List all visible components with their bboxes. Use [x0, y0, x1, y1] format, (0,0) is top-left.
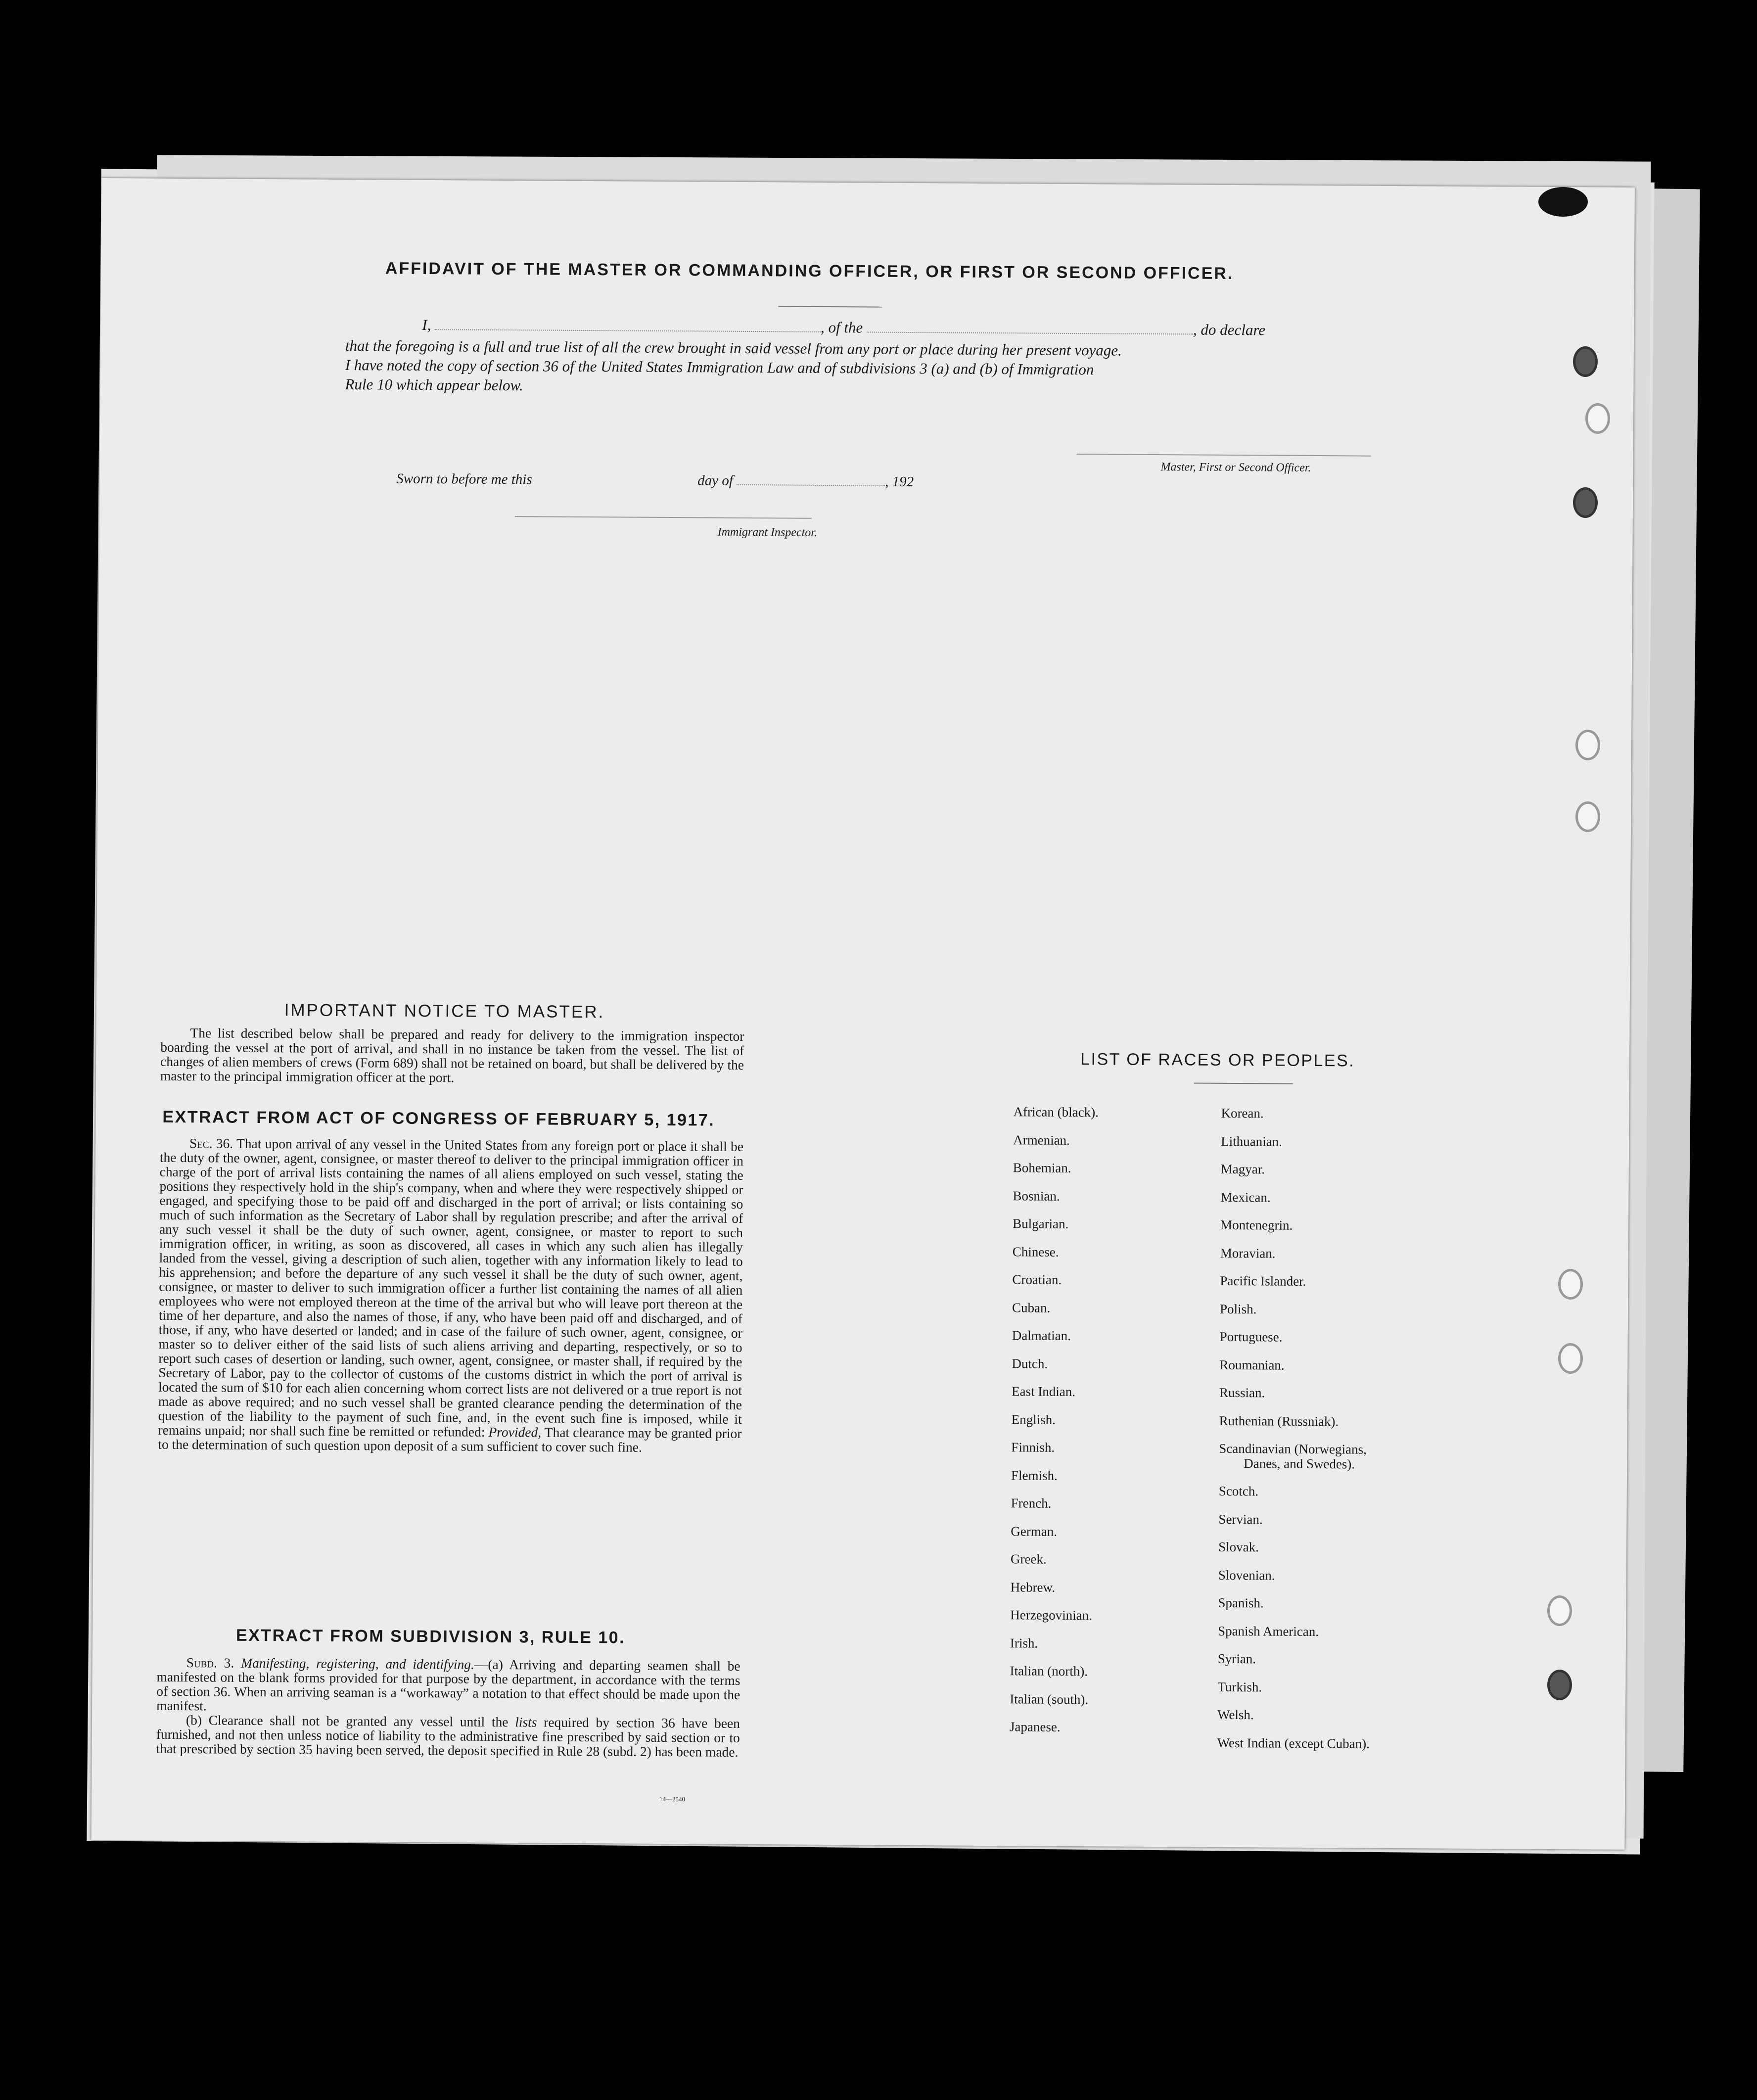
month-field[interactable] — [737, 471, 885, 486]
race-item: Finnish. — [1011, 1440, 1055, 1455]
section-36-text: Sec. 36. That upon arrival of any vessel in the United States from any foreign port or place it shall be the duty of the owner, agent, consignee, or master thereof to deliver to the principal immigration officer in charge of the port of arrival lists containing the names of all aliens employed on such vessel, stating the positions they respectively hold in the ship's company, when and where they were respectively shipped or engaged, and specifying those to be paid off and discharged in the port of arrival; or lists containing so much of such information as the Secretary of Labor shall by regulation prescribe; and after the arrival of any such vessel it shall be the duty of such owner, agent, consignee, or master to report to such immigration officer, in writing, as soon as discovered, all cases in which any such alien has illegally landed from the vessel, giving a description of such alien, together with any information likely to lead to his apprehension; and before the departure of any such vessel it shall be the duty of such owner, agent, consignee, or master to deliver to such immigration officer a further list containing the names of all alien employees who were not employed thereon at the time of the arrival but who will leave port thereon at the time of her departure, and also the names of those, if any, who have been paid off and discharged, and of those, if any, who have deserted or landed; and in case of the failure of such owner, agent, consignee, or master so to deliver either of the said lists of such aliens arriving and departing, respectively, or so to report such cases of desertion or landing, such owner, agent, consignee, or master shall, if required by the Secretary of Labor, pay to the collector of customs of the customs district in which the port of arrival is located the sum of $10 for each alien concerning whom correct lists are not delivered or a true report is not made as above required; and no such vessel shall be granted clearance pending the determination of the question of the liability to the payment of such fine, and, in the event such fine is imposed, while it remains unpaid; nor shall such fine be remitted or refunded: Provided, That clearance may be granted prior to the determination of such question upon deposit of a sum sufficient to cover such fine. — [158, 1135, 744, 1455]
race-item: Dalmatian. — [1012, 1328, 1071, 1344]
race-item: Spanish. — [1218, 1595, 1264, 1611]
race-item: Dutch. — [1012, 1355, 1048, 1371]
race-item: Chinese. — [1012, 1244, 1059, 1260]
races-left-column — [1010, 1098, 1099, 1741]
punch-hole — [1547, 1595, 1572, 1626]
affidavit-line-1: I, , of the , do declare — [422, 316, 1266, 339]
affidavit-line-2: that the foregoing is a full and true list of all the crew brought in said vessel from any port or place during her present voyage. — [345, 337, 1122, 359]
race-item: Slovak. — [1218, 1539, 1259, 1555]
races-title: LIST OF RACES OR PEOPLES. — [1080, 1050, 1355, 1071]
race-item: Mexican. — [1220, 1189, 1271, 1205]
race-item: Croatian. — [1012, 1272, 1062, 1287]
race-item: East Indian. — [1011, 1384, 1076, 1400]
race-item: Bulgarian. — [1013, 1216, 1069, 1231]
race-item: African (black). — [1013, 1104, 1099, 1120]
race-item: Korean. — [1221, 1105, 1264, 1121]
affidavit-title: AFFIDAVIT OF THE MASTER OR COMMANDING OFFICER, OR FIRST OR SECOND OFFICER. — [385, 259, 1234, 283]
race-item: Russian. — [1219, 1385, 1265, 1400]
race-item: Magyar. — [1220, 1161, 1265, 1177]
sworn-line: Sworn to before me this day of , 192 — [396, 470, 914, 490]
race-item: Japanese. — [1009, 1719, 1061, 1734]
race-item: Syrian. — [1217, 1651, 1256, 1667]
races-right-column — [1217, 1099, 1374, 1758]
punch-hole — [1585, 403, 1610, 434]
race-item: Servian. — [1218, 1511, 1263, 1527]
race-item: Welsh. — [1217, 1707, 1254, 1723]
rule-10-text: Subd. 3. Manifesting, registering, and identifying.—(a) Arriving and departing seamen shall be manifested on the blank forms provided for that purpose by the department, in accordance with the terms of section 36. When an arriving seaman is a “workaway” a notation to that effect should be made upon the manifest. (b) Clearance shall not be granted any vessel until the lists required by section 36 have been furnished, and not then unless notice of liability to the administrative fine prescribed by said section or to that prescribed by section 35 having been served, the deposit specified in Rule 28 (subd. 2) has been made. — [156, 1655, 740, 1760]
form-number: 14—2540 — [659, 1795, 686, 1803]
punch-hole — [1558, 1269, 1583, 1300]
document-page — [91, 178, 1634, 1850]
race-item: Armenian. — [1013, 1132, 1070, 1148]
name-field[interactable] — [435, 316, 821, 332]
race-item: Slovenian. — [1218, 1567, 1275, 1583]
extract-rule-title: EXTRACT FROM SUBDIVISION 3, RULE 10. — [235, 1626, 626, 1647]
notice-body: The list described below shall be prepared and ready for delivery to the immigration inspector boarding the vessel at the port of arrival, and shall in no instance be taken from the vessel. The list of changes of alien members of crews (Form 689) shall not be retained on board, but shall be delivered by the master to the principal immigration officer at the port. — [160, 1025, 744, 1085]
race-item: Italian (south). — [1010, 1691, 1089, 1707]
master-signature-line[interactable] — [1077, 454, 1371, 457]
race-item: Bohemian. — [1013, 1160, 1071, 1176]
race-item: Pacific Islander. — [1220, 1273, 1306, 1289]
race-item: Polish. — [1219, 1301, 1257, 1316]
race-item: Italian (north). — [1010, 1663, 1088, 1679]
punch-hole — [1573, 346, 1598, 377]
race-item: French. — [1011, 1495, 1052, 1511]
race-item: Turkish. — [1217, 1679, 1262, 1694]
race-item: English. — [1011, 1411, 1056, 1427]
affidavit-line-4: Rule 10 which appear below. — [345, 375, 523, 394]
race-item: West Indian (except Cuban). — [1217, 1735, 1370, 1751]
race-item: Ruthenian (Russniak). — [1219, 1413, 1339, 1429]
punch-hole — [1575, 801, 1600, 832]
race-item: German. — [1011, 1523, 1058, 1539]
vessel-field[interactable] — [867, 319, 1193, 334]
day-field[interactable] — [536, 471, 694, 485]
race-item: Montenegrin. — [1220, 1217, 1293, 1233]
race-item: Scotch. — [1218, 1483, 1259, 1499]
inspector-signature-line[interactable] — [515, 516, 812, 519]
race-item: Portuguese. — [1219, 1329, 1283, 1345]
race-item: Lithuanian. — [1221, 1133, 1282, 1149]
race-item: Herzegovinian. — [1010, 1607, 1093, 1623]
punch-hole — [1573, 487, 1598, 518]
race-item: Roumanian. — [1219, 1357, 1285, 1373]
race-item: Hebrew. — [1010, 1579, 1056, 1595]
race-item: Cuban. — [1012, 1300, 1051, 1315]
divider — [1194, 1083, 1293, 1084]
punch-hole — [1558, 1343, 1583, 1374]
punch-hole — [1575, 730, 1600, 760]
master-caption: Master, First or Second Officer. — [1160, 461, 1311, 474]
inspector-caption: Immigrant Inspector. — [717, 525, 818, 539]
punch-hole — [1547, 1670, 1572, 1700]
race-item: Danes, and Swedes). — [1244, 1456, 1355, 1472]
extract-act-title: EXTRACT FROM ACT OF CONGRESS OF FEBRUARY 5, 1917. — [162, 1107, 715, 1130]
race-item: Moravian. — [1220, 1245, 1276, 1261]
race-item: Spanish American. — [1218, 1623, 1319, 1639]
race-item: Scandinavian (Norwegians, — [1219, 1441, 1367, 1457]
binder-clip — [1538, 187, 1588, 217]
race-item: Flemish. — [1011, 1467, 1058, 1483]
notice-title: IMPORTANT NOTICE TO MASTER. — [284, 1000, 605, 1022]
race-item: Greek. — [1010, 1551, 1047, 1567]
affidavit-line-3: I have noted the copy of section 36 of the United States Immigration Law and of subdivisions 3 (a) and (b) of Immigration — [345, 356, 1094, 378]
race-item: Irish. — [1010, 1635, 1038, 1651]
divider — [778, 306, 882, 307]
race-item: Bosnian. — [1013, 1188, 1060, 1204]
